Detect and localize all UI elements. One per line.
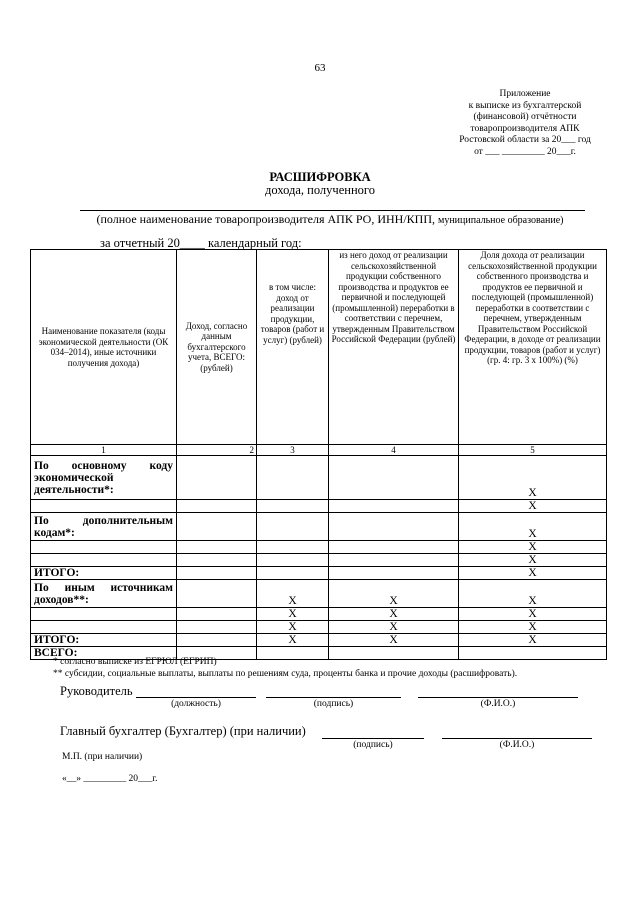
other-sources-label: По иным источникам доходов**:	[31, 580, 177, 608]
table-cell	[329, 456, 459, 500]
full-name-caption	[60, 212, 600, 227]
table-cell	[257, 500, 329, 513]
x-mark: X	[459, 634, 607, 647]
table-cell	[177, 456, 257, 500]
header-agri-income: из него доход от реализации сельскохозяйственной продукции собственного производства и продуктов ее первичной и последующей (промышленной) переработки в соответствии с перечнем, утвержденным Правительством Российской Федерации (рублей)	[329, 250, 459, 445]
table-cell	[459, 647, 607, 660]
table-cell	[177, 541, 257, 554]
table-cell	[329, 513, 459, 541]
reporting-period: за отчетный 20____ календарный год:	[100, 236, 302, 250]
x-mark: X	[329, 634, 459, 647]
table-cell	[257, 456, 329, 500]
accountant-name-caption: (Ф.И.О.)	[499, 740, 535, 750]
signature-line	[266, 697, 401, 698]
x-mark: X	[459, 567, 607, 580]
accountant-name-line	[442, 738, 592, 739]
table-row	[31, 621, 607, 634]
appendix-block	[430, 89, 620, 158]
footnote-2: ** субсидии, социальные выплаты, выплаты по решениям суда, проценты банка и прочие доходы (расшифровать).	[53, 669, 518, 679]
column-number: 1	[31, 445, 177, 456]
header-indicator: Наименование показателя (коды экономической деятельности (ОК 034–2014), иные источники получения дохода)	[31, 250, 177, 445]
table-row	[31, 554, 607, 567]
chief-accountant-label: Главный бухгалтер (Бухгалтер) (при наличии)	[60, 724, 306, 738]
x-mark: X	[459, 621, 607, 634]
x-mark: X	[459, 456, 607, 500]
x-mark: X	[459, 580, 607, 608]
header-row	[31, 250, 607, 445]
table-cell	[329, 647, 459, 660]
position-caption: (должность)	[171, 699, 221, 709]
x-mark: X	[257, 580, 329, 608]
table-cell	[177, 608, 257, 621]
table-cell	[177, 567, 257, 580]
table-row	[31, 608, 607, 621]
accountant-signature-caption: (подпись)	[353, 740, 393, 750]
table-cell	[329, 500, 459, 513]
name-caption: (Ф.И.О.)	[480, 699, 516, 709]
x-mark: X	[257, 608, 329, 621]
table-cell	[257, 554, 329, 567]
table-cell	[31, 621, 177, 634]
income-table	[30, 249, 607, 660]
table-cell	[31, 541, 177, 554]
appendix-line: от ___ _________ 20___г.	[474, 146, 576, 157]
table-row	[31, 634, 607, 647]
appendix-line: (финансовой) отчётности	[473, 112, 577, 122]
table-cell	[177, 580, 257, 608]
footnote-1: * согласно выписке из ЕГРЮЛ (ЕГРИП)	[53, 657, 217, 667]
table-cell	[257, 513, 329, 541]
column-number: 3	[257, 445, 329, 456]
table-cell	[329, 554, 459, 567]
column-number: 5	[459, 445, 607, 456]
document-title: РАСШИФРОВКА	[269, 170, 371, 184]
table-cell	[177, 513, 257, 541]
full-name-caption-small: муниципальное образование)	[438, 215, 564, 226]
table-cell	[257, 541, 329, 554]
header-agri-share: Доля дохода от реализации сельскохозяйственной продукции собственного производства и продуктов ее первичной и последующей (промышленной) переработки в соответствии с перечнем, утвержденным Правительством Российской Федерации, в доходе от реализации продукции, товаров (работ и услуг) (гр. 4: гр. 3 х 100%) (%)	[459, 250, 607, 445]
x-mark: X	[459, 554, 607, 567]
table-row	[31, 500, 607, 513]
name-line	[418, 697, 578, 698]
signature-date: «__» _________ 20___г.	[62, 774, 158, 784]
x-mark: X	[329, 608, 459, 621]
appendix-line: Приложение	[499, 89, 551, 99]
column-number: 4	[329, 445, 459, 456]
appendix-line: Ростовской области за 20___ год	[459, 135, 591, 145]
table-row	[31, 541, 607, 554]
x-mark: X	[459, 608, 607, 621]
header-sales-income: в том числе: доход от реализации продукции, товаров (работ и услуг) (рублей)	[257, 250, 329, 445]
table-cell	[329, 541, 459, 554]
signature-caption: (подпись)	[313, 699, 354, 709]
appendix-line: к выписке из бухгалтерской	[468, 100, 582, 111]
full-name-line	[80, 210, 585, 211]
table-cell	[177, 554, 257, 567]
x-mark: X	[329, 580, 459, 608]
document-subtitle: дохода, полученного	[265, 183, 375, 197]
table-cell	[329, 567, 459, 580]
total-label: ИТОГО:	[31, 634, 177, 647]
head-label: Руководитель	[60, 684, 133, 698]
table-row	[31, 580, 607, 608]
table-row	[31, 567, 607, 580]
x-mark: X	[459, 541, 607, 554]
x-mark: X	[329, 621, 459, 634]
stamp-label: М.П. (при наличии)	[62, 752, 143, 762]
table-cell	[177, 500, 257, 513]
table-cell	[257, 567, 329, 580]
table-cell	[257, 647, 329, 660]
table-cell	[177, 621, 257, 634]
column-numbers-row	[31, 445, 607, 456]
table-row	[31, 456, 607, 500]
appendix-line: товаропроизводителя АПК	[470, 123, 580, 134]
total-label: ИТОГО:	[31, 567, 177, 580]
x-mark: X	[257, 621, 329, 634]
table-cell	[31, 554, 177, 567]
table-cell	[31, 500, 177, 513]
column-number: 2	[177, 445, 257, 456]
table-cell	[31, 608, 177, 621]
table-cell	[177, 634, 257, 647]
grand-total-label: ВСЕГО:	[31, 647, 177, 660]
x-mark: X	[459, 500, 607, 513]
page-number: 63	[314, 62, 326, 74]
position-line	[136, 697, 256, 698]
full-name-caption-main: (полное наименование товаропроизводителя АПК РО, ИНН/КПП,	[96, 212, 435, 226]
accountant-signature-line	[322, 738, 424, 739]
x-mark: X	[459, 513, 607, 541]
table-row	[31, 513, 607, 541]
main-activity-label: По основному коду экономической деятельности*:	[31, 456, 177, 500]
header-total-income: Доход, согласно данным бухгалтерского учета, ВСЕГО: (рублей)	[177, 250, 257, 445]
x-mark: X	[257, 634, 329, 647]
additional-codes-label: По дополнительным кодам*:	[31, 513, 177, 541]
